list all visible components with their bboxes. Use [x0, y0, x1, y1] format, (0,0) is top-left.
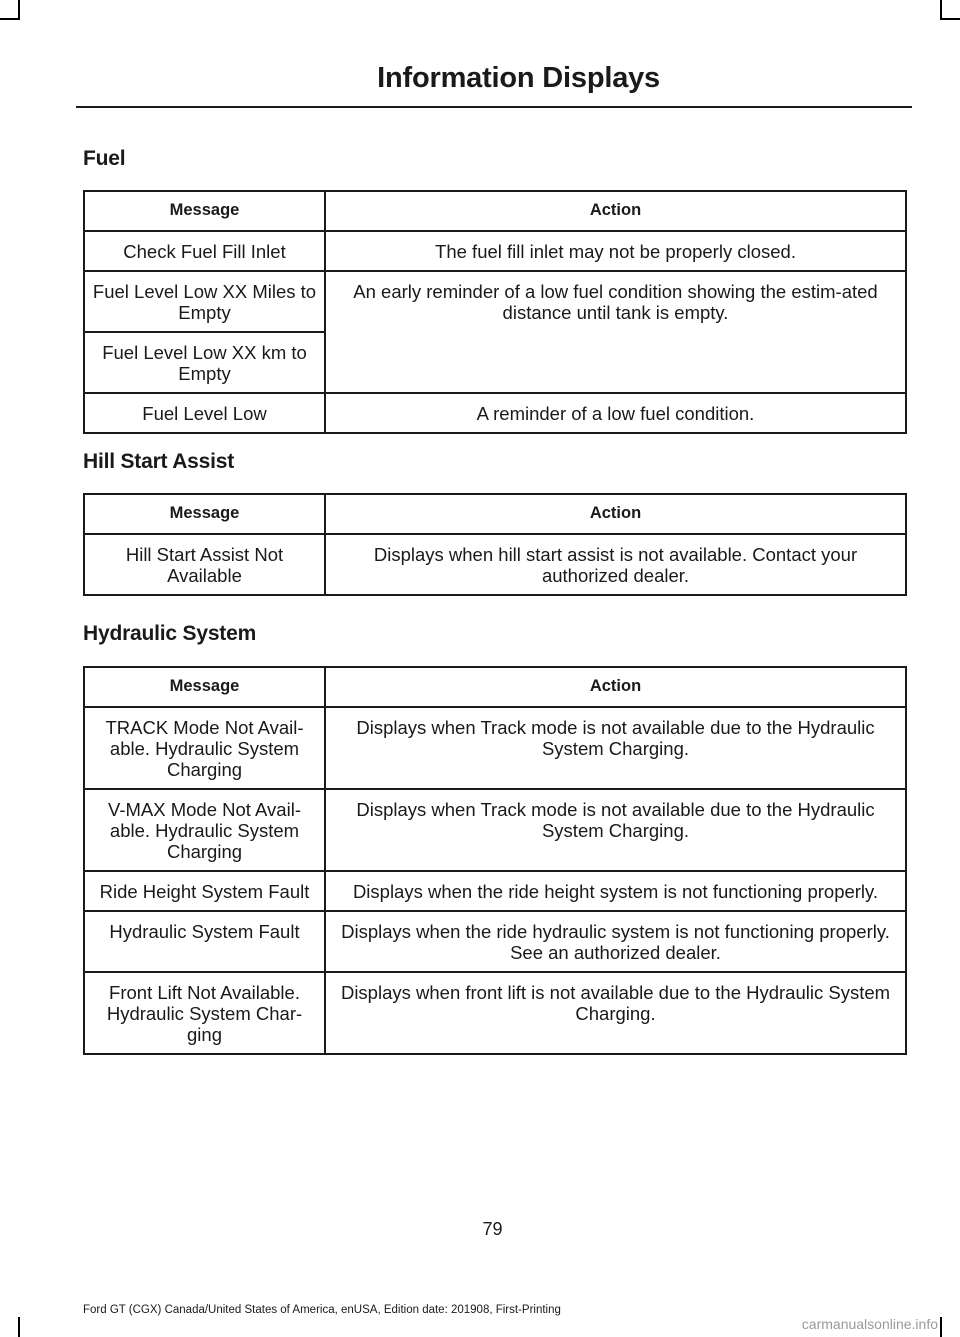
- crop-mark-top-right: [940, 0, 942, 20]
- crop-mark-top-left: [18, 0, 20, 20]
- edition-footer: Ford GT (CGX) Canada/United States of America, enUSA, Edition date: 201908, First-Printing: [83, 1304, 561, 1316]
- column-header-message: Message: [84, 494, 325, 534]
- section-title-hill-start-assist: Hill Start Assist: [83, 450, 235, 473]
- message-cell: Front Lift Not Available. Hydraulic System Char-ging: [84, 972, 325, 1054]
- table-row: [84, 972, 906, 1054]
- column-header-message: Message: [84, 667, 325, 707]
- table-row: [84, 707, 906, 789]
- message-cell: Fuel Level Low: [84, 393, 325, 433]
- table-header-row: [84, 667, 906, 707]
- crop-mark-top-right-h: [940, 18, 960, 20]
- fuel-message-table: [83, 190, 907, 434]
- message-cell: Ride Height System Fault: [84, 871, 325, 911]
- table-row: [84, 871, 906, 911]
- section-title-hydraulic-system: Hydraulic System: [83, 622, 257, 645]
- table-row: [84, 911, 906, 972]
- action-cell: Displays when the ride height system is not functioning properly.: [325, 871, 906, 911]
- column-header-action: Action: [325, 494, 906, 534]
- table-row: [84, 789, 906, 871]
- table-row: [84, 231, 906, 271]
- column-header-action: Action: [325, 667, 906, 707]
- crop-mark-top-left-h: [0, 18, 20, 20]
- action-cell: Displays when the ride hydraulic system is not functioning properly. See an authorized dealer.: [325, 911, 906, 972]
- action-cell: An early reminder of a low fuel condition showing the estim-ated distance until tank is empty.: [325, 271, 906, 393]
- message-cell: TRACK Mode Not Avail-able. Hydraulic System Charging: [84, 707, 325, 789]
- hydraulic-system-message-table: [83, 666, 907, 1055]
- crop-mark-bottom-right: [940, 1317, 942, 1337]
- column-header-action: Action: [325, 191, 906, 231]
- message-cell: Fuel Level Low XX Miles to Empty: [84, 271, 325, 332]
- message-cell: Check Fuel Fill Inlet: [84, 231, 325, 271]
- table-header-row: [84, 494, 906, 534]
- watermark: carmanualsonline.info: [801, 1316, 938, 1332]
- page-header: [76, 60, 912, 108]
- table-row: [84, 534, 906, 595]
- table-row: [84, 271, 906, 332]
- hill-start-assist-message-table: [83, 493, 907, 596]
- message-cell: V-MAX Mode Not Avail-able. Hydraulic System Charging: [84, 789, 325, 871]
- table-row: [84, 393, 906, 433]
- message-cell: Hydraulic System Fault: [84, 911, 325, 972]
- message-cell: Fuel Level Low XX km to Empty: [84, 332, 325, 393]
- column-header-message: Message: [84, 191, 325, 231]
- action-cell: Displays when hill start assist is not available. Contact your authorized dealer.: [325, 534, 906, 595]
- page-number: 79: [482, 1219, 503, 1239]
- action-cell: The fuel fill inlet may not be properly closed.: [325, 231, 906, 271]
- table-header-row: [84, 191, 906, 231]
- message-cell: Hill Start Assist Not Available: [84, 534, 325, 595]
- section-title-fuel: Fuel: [83, 147, 126, 170]
- crop-mark-bottom-left: [18, 1317, 20, 1337]
- action-cell: A reminder of a low fuel condition.: [325, 393, 906, 433]
- action-cell: Displays when front lift is not available due to the Hydraulic System Charging.: [325, 972, 906, 1054]
- page-title: Information Displays: [377, 62, 660, 94]
- action-cell: Displays when Track mode is not available due to the Hydraulic System Charging.: [325, 789, 906, 871]
- action-cell: Displays when Track mode is not available due to the Hydraulic System Charging.: [325, 707, 906, 789]
